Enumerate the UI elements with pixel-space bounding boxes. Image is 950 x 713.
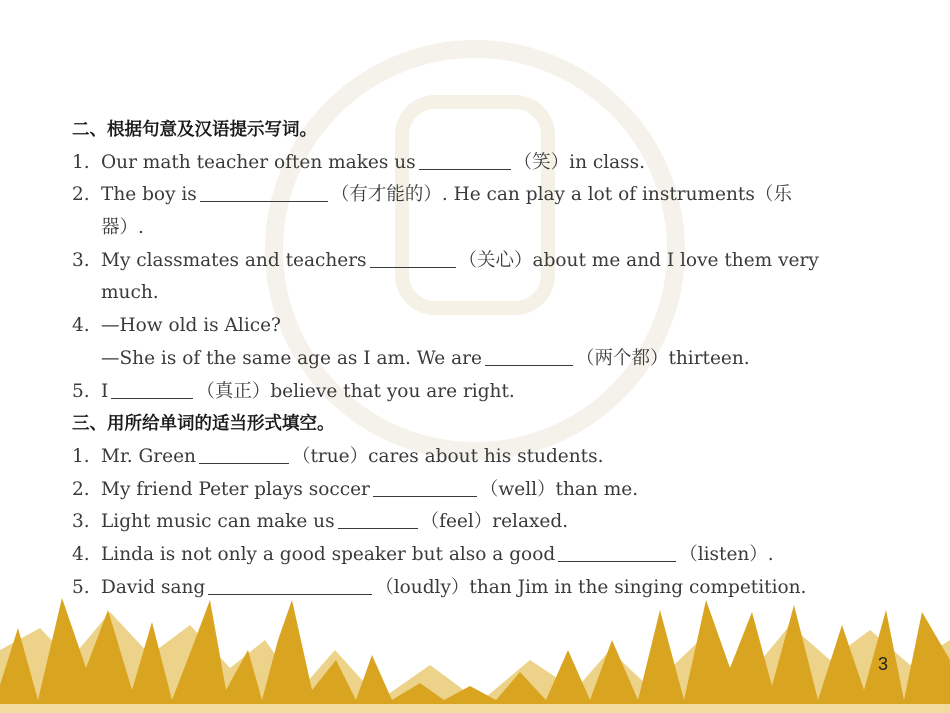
s2-item-3: 3. My classmates and teachers （关心）about me and I love them very	[72, 249, 819, 271]
s2-item-3-cont: much.	[101, 282, 159, 304]
s2-item-4-cont: —She is of the same age as I am. We are （两个都）thirteen.	[101, 347, 750, 369]
section-3-heading: 三、用所给单词的适当形式填空。	[72, 414, 335, 435]
bottom-band	[0, 704, 950, 713]
section-2-heading: 二、根据句意及汉语提示写词。	[72, 120, 317, 140]
s3-item-5: 5. David sang （loudly）than Jim in the singing competition.	[72, 576, 807, 598]
s3-item-1: 1. Mr. Green （true）cares about his students.	[72, 445, 604, 467]
s2-item-4: 4. —How old is Alice?	[72, 315, 281, 337]
s3-item-3: 3. Light music can make us （feel）relaxed.	[72, 511, 569, 533]
s3-item-4: 4. Linda is not only a good speaker but also a good （listen）.	[72, 543, 774, 565]
s2-item-5: 5. I （真正）believe that you are right.	[72, 380, 515, 402]
s2-item-2: 2. The boy is （有才能的）. He can play a lot of instruments（乐	[72, 184, 792, 206]
page-number: 3	[878, 654, 889, 674]
s3-item-2: 2. My friend Peter plays soccer （well）than me.	[72, 478, 639, 500]
s2-item-1: 1. Our math teacher often makes us （笑）in class.	[72, 151, 646, 173]
s2-item-2-cont: 器）.	[101, 217, 144, 239]
